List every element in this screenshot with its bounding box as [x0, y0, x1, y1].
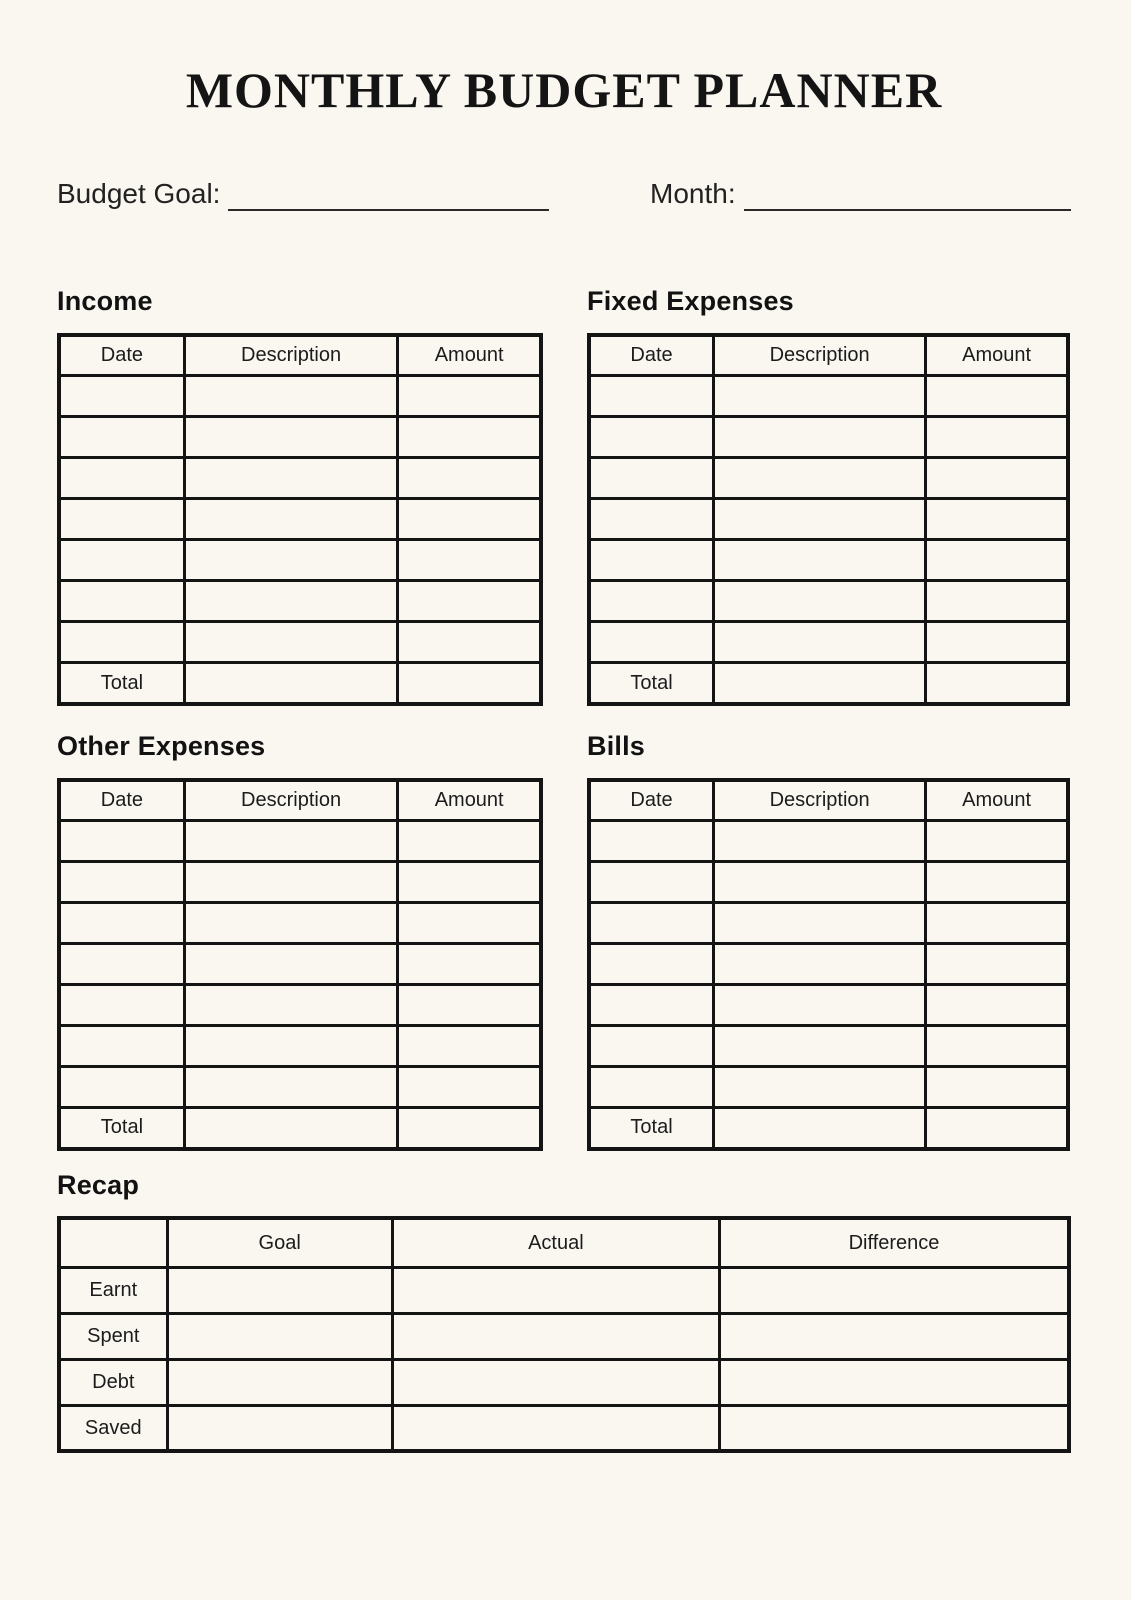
entry-row [59, 540, 541, 581]
recap-value-cell[interactable] [392, 1313, 719, 1359]
section-income [57, 285, 543, 706]
total-label: Total [589, 663, 714, 704]
entry-cell[interactable] [184, 903, 398, 944]
tables-grid [57, 285, 1071, 1151]
total-value-cell[interactable] [714, 1108, 926, 1149]
column-header: Description [714, 780, 926, 821]
entry-cell[interactable] [589, 417, 714, 458]
entry-row [589, 821, 1068, 862]
entry-row [59, 622, 541, 663]
entry-cell[interactable] [589, 499, 714, 540]
total-label: Total [589, 1108, 714, 1149]
entry-row [59, 821, 541, 862]
entry-cell[interactable] [926, 376, 1068, 417]
other-expenses-heading: Other Expenses [57, 730, 266, 761]
entry-cell[interactable] [926, 499, 1068, 540]
page-title: MONTHLY BUDGET PLANNER [185, 62, 943, 118]
recap-table [57, 1216, 1071, 1453]
entry-header-row [59, 335, 541, 376]
total-value-cell[interactable] [398, 663, 541, 704]
entry-cell[interactable] [714, 540, 926, 581]
recap-row [59, 1267, 1069, 1313]
entry-cell[interactable] [59, 540, 184, 581]
recap-column-header: Actual [392, 1218, 719, 1267]
entry-cell[interactable] [714, 1026, 926, 1067]
entry-row [59, 1067, 541, 1108]
entry-cell[interactable] [59, 417, 184, 458]
section-bills [587, 730, 1070, 1151]
recap-value-cell[interactable] [167, 1405, 392, 1451]
recap-value-cell[interactable] [392, 1359, 719, 1405]
total-row [589, 663, 1068, 704]
month-input[interactable] [744, 181, 1071, 211]
entry-cell[interactable] [714, 903, 926, 944]
entry-cell[interactable] [398, 944, 541, 985]
entry-cell[interactable] [59, 944, 184, 985]
entry-cell[interactable] [589, 944, 714, 985]
entry-header-row [589, 335, 1068, 376]
total-row [59, 663, 541, 704]
entry-row [59, 1026, 541, 1067]
entry-cell[interactable] [184, 458, 398, 499]
column-header: Date [589, 780, 714, 821]
recap-column-header [59, 1218, 167, 1267]
recap-row [59, 1313, 1069, 1359]
entry-cell[interactable] [398, 903, 541, 944]
entry-cell[interactable] [398, 862, 541, 903]
entry-cell[interactable] [398, 1067, 541, 1108]
entry-cell[interactable] [589, 1026, 714, 1067]
total-label: Total [59, 1108, 184, 1149]
entry-cell[interactable] [926, 540, 1068, 581]
entry-cell[interactable] [184, 821, 398, 862]
recap-value-cell[interactable] [392, 1405, 719, 1451]
other-expenses-table [57, 778, 543, 1151]
entry-cell[interactable] [398, 376, 541, 417]
entry-row [59, 417, 541, 458]
entry-cell[interactable] [184, 417, 398, 458]
entry-cell[interactable] [926, 862, 1068, 903]
total-value-cell[interactable] [926, 1108, 1068, 1149]
entry-row [59, 862, 541, 903]
entry-cell[interactable] [59, 985, 184, 1026]
income-heading: Income [57, 286, 153, 316]
recap-row-label: Saved [59, 1405, 167, 1451]
total-row [59, 1108, 541, 1149]
entry-cell[interactable] [59, 376, 184, 417]
entry-cell[interactable] [589, 903, 714, 944]
entry-cell[interactable] [184, 1067, 398, 1108]
entry-row [589, 458, 1068, 499]
entry-row [59, 581, 541, 622]
entry-cell[interactable] [714, 944, 926, 985]
column-header: Amount [926, 335, 1068, 376]
fixed-expenses-heading: Fixed Expenses [587, 286, 794, 316]
entry-cell[interactable] [59, 622, 184, 663]
recap-value-cell[interactable] [720, 1405, 1069, 1451]
entry-row [589, 581, 1068, 622]
entry-cell[interactable] [714, 1067, 926, 1108]
entry-cell[interactable] [184, 499, 398, 540]
month-field [650, 176, 1071, 211]
entry-cell[interactable] [59, 821, 184, 862]
entry-cell[interactable] [926, 417, 1068, 458]
recap-value-cell[interactable] [167, 1359, 392, 1405]
entry-cell[interactable] [589, 985, 714, 1026]
entry-row [589, 499, 1068, 540]
budget-goal-input[interactable] [228, 181, 549, 211]
header-fields [57, 176, 1071, 211]
entry-cell[interactable] [589, 622, 714, 663]
entry-cell[interactable] [59, 581, 184, 622]
entry-cell[interactable] [398, 499, 541, 540]
section-other-expenses [57, 730, 543, 1151]
fixed-expenses-table [587, 333, 1070, 706]
entry-row [59, 376, 541, 417]
entry-cell[interactable] [59, 458, 184, 499]
recap-column-header: Goal [167, 1218, 392, 1267]
entry-cell[interactable] [714, 821, 926, 862]
recap-value-cell[interactable] [720, 1267, 1069, 1313]
entry-header-row [589, 780, 1068, 821]
entry-row [59, 944, 541, 985]
recap-header-row [59, 1218, 1069, 1267]
entry-cell[interactable] [589, 862, 714, 903]
income-table [57, 333, 543, 706]
entry-cell[interactable] [926, 985, 1068, 1026]
entry-row [589, 622, 1068, 663]
entry-cell[interactable] [184, 581, 398, 622]
entry-row [589, 862, 1068, 903]
recap-value-cell[interactable] [392, 1267, 719, 1313]
entry-cell[interactable] [926, 903, 1068, 944]
entry-row [589, 944, 1068, 985]
total-value-cell[interactable] [184, 663, 398, 704]
entry-row [589, 540, 1068, 581]
total-value-cell[interactable] [398, 1108, 541, 1149]
entry-row [59, 903, 541, 944]
entry-cell[interactable] [926, 458, 1068, 499]
section-fixed-expenses [587, 285, 1070, 706]
bills-heading: Bills [587, 730, 646, 761]
entry-cell[interactable] [926, 581, 1068, 622]
column-header: Description [184, 780, 398, 821]
entry-cell[interactable] [398, 581, 541, 622]
total-row [589, 1108, 1068, 1149]
column-header: Amount [926, 780, 1068, 821]
entry-row [59, 458, 541, 499]
entry-row [589, 376, 1068, 417]
column-header: Description [184, 335, 398, 376]
entry-cell[interactable] [589, 540, 714, 581]
entry-cell[interactable] [398, 1026, 541, 1067]
entry-cell[interactable] [184, 540, 398, 581]
total-label: Total [59, 663, 184, 704]
entry-cell[interactable] [714, 581, 926, 622]
month-label: Month: [650, 178, 736, 209]
entry-cell[interactable] [398, 417, 541, 458]
entry-cell[interactable] [714, 985, 926, 1026]
budget-goal-field [57, 176, 549, 211]
entry-cell[interactable] [589, 376, 714, 417]
recap-row-label: Debt [59, 1359, 167, 1405]
entry-cell[interactable] [59, 1067, 184, 1108]
entry-cell[interactable] [184, 1026, 398, 1067]
entry-cell[interactable] [589, 458, 714, 499]
entry-cell[interactable] [398, 540, 541, 581]
entry-cell[interactable] [714, 376, 926, 417]
recap-row [59, 1405, 1069, 1451]
recap-value-cell[interactable] [720, 1359, 1069, 1405]
entry-cell[interactable] [184, 622, 398, 663]
entry-cell[interactable] [714, 862, 926, 903]
total-value-cell[interactable] [926, 663, 1068, 704]
entry-cell[interactable] [398, 821, 541, 862]
entry-header-row [59, 780, 541, 821]
entry-cell[interactable] [926, 622, 1068, 663]
column-header: Date [589, 335, 714, 376]
entry-cell[interactable] [184, 985, 398, 1026]
recap-value-cell[interactable] [167, 1313, 392, 1359]
recap-column-header: Difference [720, 1218, 1069, 1267]
entry-cell[interactable] [184, 376, 398, 417]
column-header: Date [59, 335, 184, 376]
recap-row-label: Spent [59, 1313, 167, 1359]
entry-row [589, 417, 1068, 458]
total-value-cell[interactable] [184, 1108, 398, 1149]
entry-cell[interactable] [398, 985, 541, 1026]
entry-cell[interactable] [184, 862, 398, 903]
bills-table [587, 778, 1070, 1151]
recap-value-cell[interactable] [720, 1313, 1069, 1359]
entry-row [59, 499, 541, 540]
entry-cell[interactable] [926, 1067, 1068, 1108]
section-recap [57, 1169, 1071, 1454]
entry-cell[interactable] [398, 622, 541, 663]
column-header: Description [714, 335, 926, 376]
entry-cell[interactable] [714, 417, 926, 458]
entry-cell[interactable] [589, 1067, 714, 1108]
entry-cell[interactable] [714, 458, 926, 499]
entry-cell[interactable] [184, 944, 398, 985]
entry-cell[interactable] [589, 821, 714, 862]
recap-value-cell[interactable] [167, 1267, 392, 1313]
budget-goal-label: Budget Goal: [57, 178, 221, 209]
entry-row [589, 985, 1068, 1026]
entry-cell[interactable] [589, 581, 714, 622]
column-header: Amount [398, 780, 541, 821]
entry-cell[interactable] [59, 862, 184, 903]
entry-cell[interactable] [714, 622, 926, 663]
total-value-cell[interactable] [714, 663, 926, 704]
entry-cell[interactable] [59, 903, 184, 944]
entry-cell[interactable] [59, 1026, 184, 1067]
entry-row [589, 1067, 1068, 1108]
entry-cell[interactable] [926, 1026, 1068, 1067]
entry-row [589, 1026, 1068, 1067]
entry-row [59, 985, 541, 1026]
recap-row [59, 1359, 1069, 1405]
entry-cell[interactable] [59, 499, 184, 540]
recap-heading: Recap [57, 1169, 140, 1200]
entry-cell[interactable] [398, 458, 541, 499]
entry-cell[interactable] [926, 944, 1068, 985]
column-header: Date [59, 780, 184, 821]
recap-row-label: Earnt [59, 1267, 167, 1313]
entry-cell[interactable] [714, 499, 926, 540]
entry-cell[interactable] [926, 821, 1068, 862]
entry-row [589, 903, 1068, 944]
column-header: Amount [398, 335, 541, 376]
